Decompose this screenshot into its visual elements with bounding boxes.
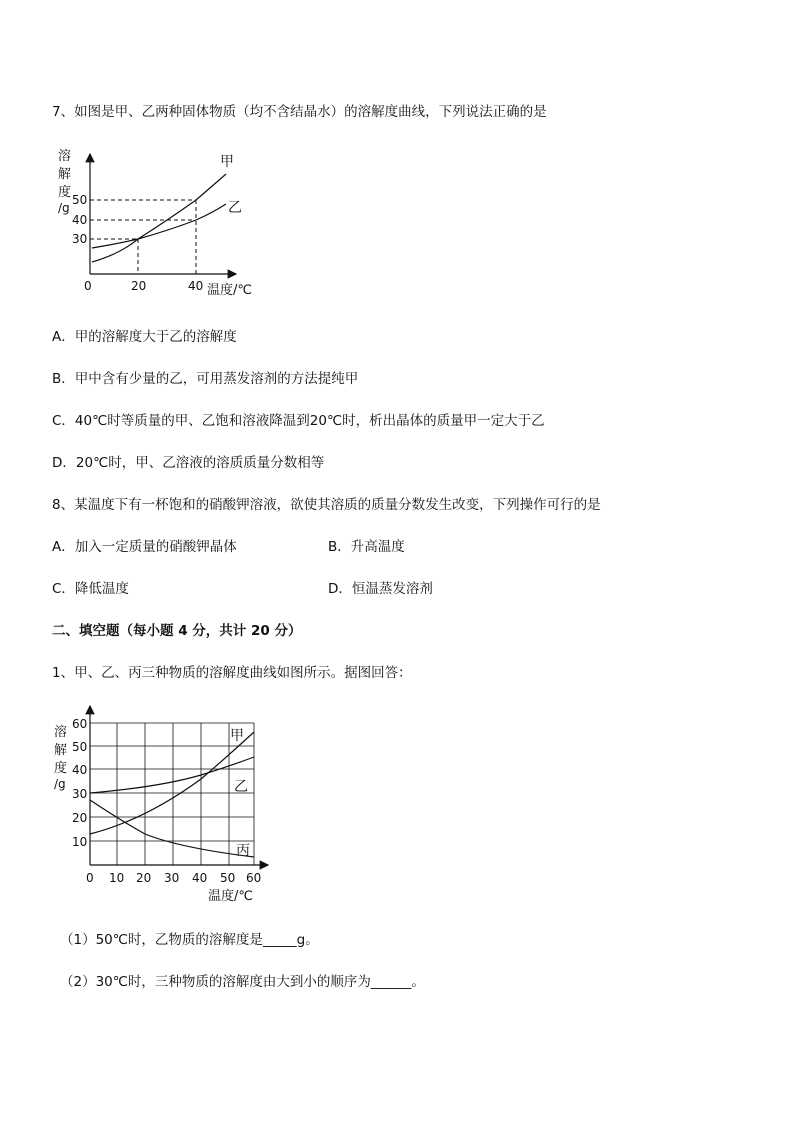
fill1-ytick-50: 50	[72, 740, 88, 754]
q7-ylabel-4: /g	[58, 201, 70, 215]
fill1-xtick-10: 10	[109, 871, 125, 885]
fill1-ytick-20: 20	[72, 811, 88, 825]
q7-chart	[50, 140, 270, 302]
q7-option-b: B．甲中含有少量的乙，可用蒸发溶剂的方法提纯甲	[52, 371, 359, 387]
fill1-label-jia: 甲	[230, 728, 244, 744]
q7-stem: 7、如图是甲、乙两种固体物质（均不含结晶水）的溶解度曲线，下列说法正确的是	[52, 104, 547, 120]
q7-xtick-40: 40	[188, 279, 204, 293]
q7-label-yi: 乙	[228, 200, 242, 216]
q8-option-a: A．加入一定质量的硝酸钾晶体	[52, 539, 237, 555]
fill1-ytick-60: 60	[72, 717, 88, 731]
fill1-xtick-40: 40	[192, 871, 208, 885]
fill1-xtick-50: 50	[220, 871, 236, 885]
q8-option-d: D．恒温蒸发溶剂	[328, 581, 433, 597]
q7-ytick-40: 40	[72, 213, 88, 227]
fill1-ytick-40: 40	[72, 763, 88, 777]
fill1-ytick-30: 30	[72, 787, 88, 801]
fill1-ylabel-4: /g	[54, 777, 66, 791]
q7-ylabel-2: 解	[58, 167, 72, 182]
fill1-chart	[50, 700, 280, 906]
fill1-xtick-0: 0	[86, 871, 94, 885]
q7-label-jia: 甲	[220, 154, 234, 170]
q7-option-d: D．20℃时，甲、乙溶液的溶质质量分数相等	[52, 455, 325, 471]
fill1-q1: （1）50℃时，乙物质的溶解度是_____g。	[60, 932, 319, 948]
fill1-ylabel-3: 度	[54, 761, 68, 776]
fill1-ylabel-2: 解	[54, 743, 68, 758]
q7-ytick-50: 50	[72, 193, 88, 207]
q7-ytick-30: 30	[72, 232, 88, 246]
fill1-label-bing: 丙	[236, 843, 250, 859]
fill1-ylabel-1: 溶	[54, 725, 68, 740]
q8-option-c: C．降低温度	[52, 581, 129, 597]
q7-xlabel: 温度/℃	[207, 283, 252, 298]
q8-stem: 8、某温度下有一杯饱和的硝酸钾溶液，欲使其溶质的质量分数发生改变，下列操作可行的是	[52, 497, 601, 513]
q7-option-a: A．甲的溶解度大于乙的溶解度	[52, 329, 237, 345]
section2-heading: 二、填空题（每小题 4 分，共计 20 分）	[52, 623, 302, 639]
fill1-label-yi: 乙	[234, 779, 248, 795]
fill1-xtick-20: 20	[136, 871, 152, 885]
q7-ylabel-1: 溶	[58, 149, 72, 164]
fill1-ytick-10: 10	[72, 835, 88, 849]
fill1-xtick-30: 30	[164, 871, 180, 885]
q7-curve-jia	[92, 174, 226, 262]
fill1-stem: 1、甲、乙、丙三种物质的溶解度曲线如图所示。据图回答：	[52, 665, 412, 681]
q7-option-c: C．40℃时等质量的甲、乙饱和溶液降温到20℃时，析出晶体的质量甲一定大于乙	[52, 413, 545, 429]
q7-ylabel-3: 度	[58, 185, 72, 200]
q7-origin: 0	[84, 279, 92, 293]
fill1-q2: （2）30℃时，三种物质的溶解度由大到小的顺序为______。	[60, 974, 425, 990]
q8-option-b: B．升高温度	[328, 539, 405, 555]
fill1-grid	[90, 723, 254, 865]
fill1-xtick-60: 60	[246, 871, 262, 885]
fill1-xlabel: 温度/℃	[208, 889, 253, 904]
q7-xtick-20: 20	[131, 279, 147, 293]
